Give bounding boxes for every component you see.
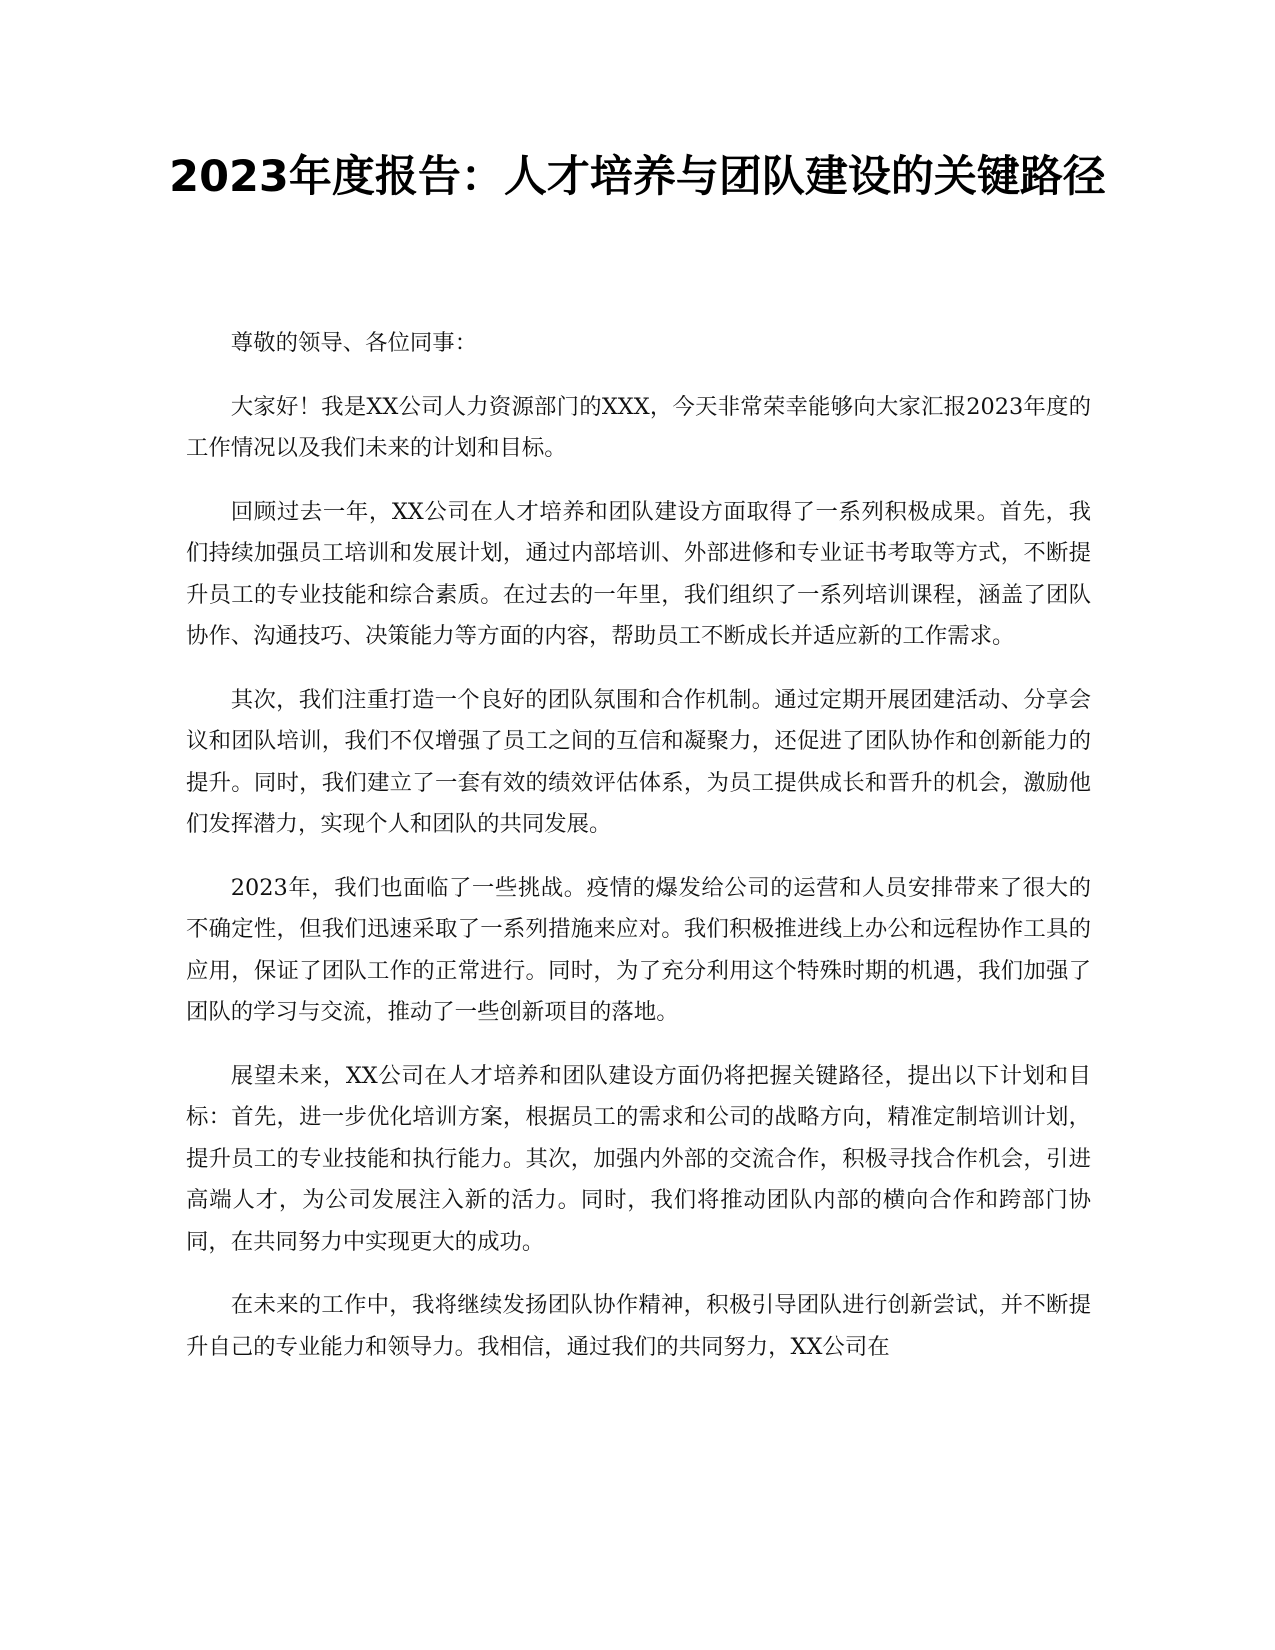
document-body bbox=[186, 323, 1091, 1390]
review-paragraph: 回顾过去一年，XX公司在人才培养和团队建设方面取得了一系列积极成果。首先，我们持续加强员工培训和发展计划，通过内部培训、外部进修和专业证书考取等方式，不断提升员工的专业技能和综合素质。在过去的一年里，我们组织了一系列培训课程，涵盖了团队协作、沟通技巧、决策能力等方面的内容，帮助员工不断成长并适应新的工作需求。 bbox=[186, 498, 1091, 649]
salutation-paragraph: 尊敬的领导、各位同事： bbox=[230, 330, 478, 356]
future-work-paragraph: 在未来的工作中，我将继续发扬团队协作精神，积极引导团队进行创新尝试，并不断提升自己的专业能力和领导力。我相信，通过我们的共同努力，XX公司在 bbox=[186, 1292, 1091, 1360]
outlook-paragraph: 展望未来，XX公司在人才培养和团队建设方面仍将把握关键路径，提出以下计划和目标：首先，进一步优化培训方案，根据员工的需求和公司的战略方向，精准定制培训计划，提升员工的专业技能和执行能力。其次，加强内外部的交流合作，积极寻找合作机会，引进高端人才，为公司发展注入新的活力。同时，我们将推动团队内部的横向合作和跨部门协同，在共同努力中实现更大的成功。 bbox=[186, 1062, 1091, 1255]
challenges-paragraph: 2023年，我们也面临了一些挑战。疫情的爆发给公司的运营和人员安排带来了很大的不确定性，但我们迅速采取了一系列措施来应对。我们积极推进线上办公和远程协作工具的应用，保证了团队工作的正常进行。同时，为了充分利用这个特殊时期的机遇，我们加强了团队的学习与交流，推动了一些创新项目的落地。 bbox=[186, 874, 1091, 1025]
greeting-paragraph: 大家好！我是XX公司人力资源部门的XXX，今天非常荣幸能够向大家汇报2023年度的工作情况以及我们未来的计划和目标。 bbox=[186, 393, 1091, 461]
document-title: 2023年度报告：人才培养与团队建设的关键路径 bbox=[169, 152, 1106, 202]
team-atmosphere-paragraph: 其次，我们注重打造一个良好的团队氛围和合作机制。通过定期开展团建活动、分享会议和团队培训，我们不仅增强了员工之间的互信和凝聚力，还促进了团队协作和创新能力的提升。同时，我们建立了一套有效的绩效评估体系，为员工提供成长和晋升的机会，激励他们发挥潜力，实现个人和团队的共同发展。 bbox=[186, 686, 1091, 837]
